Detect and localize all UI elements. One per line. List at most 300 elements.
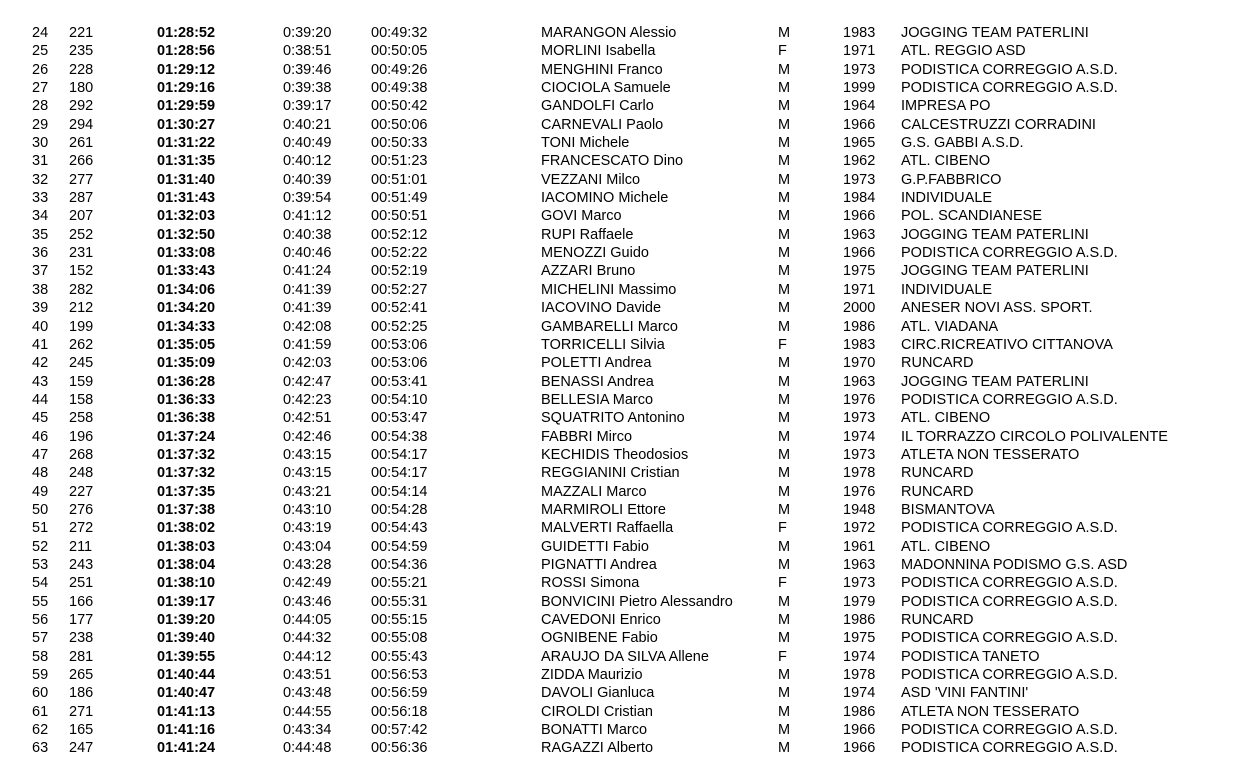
- bib-number-cell: 281: [69, 648, 94, 665]
- finish-time-cell: 01:31:43: [157, 190, 216, 207]
- finish-time-cell: 01:37:35: [157, 483, 216, 500]
- split-one-cell: 0:40:38: [283, 226, 332, 243]
- athlete-name-cell: FRANCESCATO Dino: [541, 153, 684, 170]
- sex-cell: M: [778, 25, 791, 41]
- split-one-cell: 0:42:03: [283, 355, 332, 372]
- club-cell: ATL. REGGIO ASD: [901, 43, 1026, 60]
- position-cell: 34: [32, 208, 49, 225]
- finish-time-cell: 01:33:43: [157, 263, 216, 280]
- birth-year-cell: 1975: [843, 630, 876, 647]
- athlete-name-cell: RUPI Raffaele: [541, 226, 634, 243]
- athlete-name-cell: POLETTI Andrea: [541, 355, 652, 372]
- bib-number-cell: 227: [69, 483, 94, 500]
- club-cell: RUNCARD: [901, 612, 974, 628]
- position-cell: 53: [32, 556, 49, 573]
- split-two-cell: 00:54:36: [371, 556, 428, 573]
- bib-number-cell: 248: [69, 465, 94, 482]
- split-two-cell: 00:55:15: [371, 612, 428, 628]
- birth-year-cell: 1961: [843, 538, 876, 555]
- club-cell: PODISTICA CORREGGIO A.S.D.: [901, 80, 1118, 97]
- bib-number-cell: 252: [69, 226, 94, 243]
- split-two-cell: 00:51:01: [371, 171, 428, 188]
- bib-number-cell: 287: [69, 190, 94, 207]
- result-row: [0, 24, 1250, 42]
- position-cell: 54: [32, 575, 49, 592]
- result-row: [0, 244, 1250, 262]
- result-row: [0, 152, 1250, 170]
- split-two-cell: 00:56:59: [371, 685, 428, 702]
- split-one-cell: 0:41:24: [283, 263, 332, 280]
- result-row: [0, 593, 1250, 611]
- club-cell: PODISTICA CORREGGIO A.S.D.: [901, 391, 1118, 408]
- birth-year-cell: 1999: [843, 80, 876, 97]
- bib-number-cell: 199: [69, 318, 94, 335]
- position-cell: 62: [32, 722, 49, 739]
- birth-year-cell: 1983: [843, 25, 876, 41]
- split-one-cell: 0:43:46: [283, 593, 332, 610]
- bib-number-cell: 272: [69, 520, 94, 537]
- athlete-name-cell: MAZZALI Marco: [541, 483, 647, 500]
- birth-year-cell: 1984: [843, 190, 876, 207]
- split-one-cell: 0:38:51: [283, 43, 332, 60]
- birth-year-cell: 2000: [843, 300, 876, 317]
- position-cell: 41: [32, 336, 49, 353]
- split-one-cell: 0:39:20: [283, 25, 332, 41]
- split-two-cell: 00:52:19: [371, 263, 428, 280]
- sex-cell: M: [778, 667, 791, 684]
- split-two-cell: 00:56:36: [371, 740, 428, 757]
- split-two-cell: 00:54:10: [371, 391, 428, 408]
- athlete-name-cell: CIROLDI Cristian: [541, 703, 653, 720]
- finish-time-cell: 01:40:47: [157, 685, 216, 702]
- bib-number-cell: 212: [69, 300, 94, 317]
- result-row: [0, 318, 1250, 336]
- finish-time-cell: 01:37:24: [157, 428, 216, 445]
- result-row: [0, 42, 1250, 60]
- split-two-cell: 00:56:53: [371, 667, 428, 684]
- sex-cell: M: [778, 355, 791, 372]
- birth-year-cell: 1978: [843, 465, 876, 482]
- result-row: [0, 501, 1250, 519]
- club-cell: ANESER NOVI ASS. SPORT.: [901, 300, 1093, 317]
- athlete-name-cell: MORLINI Isabella: [541, 43, 656, 60]
- split-one-cell: 0:40:49: [283, 135, 332, 152]
- bib-number-cell: 166: [69, 593, 94, 610]
- split-one-cell: 0:40:39: [283, 171, 332, 188]
- birth-year-cell: 1966: [843, 740, 876, 757]
- athlete-name-cell: MICHELINI Massimo: [541, 281, 677, 298]
- split-one-cell: 0:44:55: [283, 703, 332, 720]
- split-two-cell: 00:54:59: [371, 538, 428, 555]
- birth-year-cell: 1979: [843, 593, 876, 610]
- sex-cell: M: [778, 538, 791, 555]
- split-two-cell: 00:51:49: [371, 190, 428, 207]
- birth-year-cell: 1973: [843, 446, 876, 463]
- birth-year-cell: 1973: [843, 171, 876, 188]
- position-cell: 52: [32, 538, 49, 555]
- result-row: [0, 207, 1250, 225]
- result-row: [0, 134, 1250, 152]
- result-row: [0, 629, 1250, 647]
- split-two-cell: 00:49:26: [371, 61, 428, 78]
- club-cell: JOGGING TEAM PATERLINI: [901, 25, 1089, 41]
- sex-cell: M: [778, 208, 791, 225]
- split-two-cell: 00:54:28: [371, 501, 428, 518]
- result-row: [0, 666, 1250, 684]
- club-cell: PODISTICA CORREGGIO A.S.D.: [901, 61, 1118, 78]
- split-two-cell: 00:53:47: [371, 410, 428, 427]
- birth-year-cell: 1986: [843, 318, 876, 335]
- result-row: [0, 611, 1250, 629]
- result-row: [0, 354, 1250, 372]
- finish-time-cell: 01:31:35: [157, 153, 216, 170]
- bib-number-cell: 245: [69, 355, 94, 372]
- result-row: [0, 226, 1250, 244]
- finish-time-cell: 01:29:59: [157, 98, 216, 115]
- sex-cell: M: [778, 318, 791, 335]
- sex-cell: M: [778, 483, 791, 500]
- sex-cell: M: [778, 428, 791, 445]
- birth-year-cell: 1973: [843, 575, 876, 592]
- club-cell: POL. SCANDIANESE: [901, 208, 1043, 225]
- club-cell: JOGGING TEAM PATERLINI: [901, 263, 1089, 280]
- split-two-cell: 00:54:38: [371, 428, 428, 445]
- finish-time-cell: 01:38:10: [157, 575, 216, 592]
- club-cell: ATLETA NON TESSERATO: [901, 703, 1080, 720]
- athlete-name-cell: BONATTI Marco: [541, 722, 648, 739]
- bib-number-cell: 207: [69, 208, 94, 225]
- athlete-name-cell: GANDOLFI Carlo: [541, 98, 654, 115]
- finish-time-cell: 01:29:12: [157, 61, 216, 78]
- split-one-cell: 0:39:46: [283, 61, 332, 78]
- bib-number-cell: 243: [69, 556, 94, 573]
- sex-cell: M: [778, 116, 791, 133]
- athlete-name-cell: REGGIANINI Cristian: [541, 465, 680, 482]
- bib-number-cell: 282: [69, 281, 94, 298]
- bib-number-cell: 268: [69, 446, 94, 463]
- sex-cell: F: [778, 575, 787, 592]
- club-cell: ASD 'VINI FANTINI': [901, 685, 1029, 702]
- club-cell: PODISTICA CORREGGIO A.S.D.: [901, 593, 1118, 610]
- birth-year-cell: 1973: [843, 61, 876, 78]
- bib-number-cell: 238: [69, 630, 94, 647]
- sex-cell: F: [778, 648, 787, 665]
- result-row: [0, 428, 1250, 446]
- finish-time-cell: 01:29:16: [157, 80, 216, 97]
- finish-time-cell: 01:37:32: [157, 465, 216, 482]
- bib-number-cell: 231: [69, 245, 94, 262]
- birth-year-cell: 1963: [843, 373, 876, 390]
- finish-time-cell: 01:39:17: [157, 593, 216, 610]
- club-cell: JOGGING TEAM PATERLINI: [901, 226, 1089, 243]
- birth-year-cell: 1964: [843, 98, 876, 115]
- position-cell: 40: [32, 318, 49, 335]
- athlete-name-cell: DAVOLI Gianluca: [541, 685, 655, 702]
- birth-year-cell: 1972: [843, 520, 876, 537]
- split-two-cell: 00:52:41: [371, 300, 428, 317]
- birth-year-cell: 1986: [843, 612, 876, 628]
- club-cell: ATL. VIADANA: [901, 318, 999, 335]
- finish-time-cell: 01:36:28: [157, 373, 216, 390]
- club-cell: ATL. CIBENO: [901, 538, 991, 555]
- bib-number-cell: 277: [69, 171, 94, 188]
- finish-time-cell: 01:31:40: [157, 171, 216, 188]
- athlete-name-cell: MARMIROLI Ettore: [541, 501, 666, 518]
- split-two-cell: 00:53:41: [371, 373, 428, 390]
- finish-time-cell: 01:41:13: [157, 703, 216, 720]
- split-one-cell: 0:43:21: [283, 483, 332, 500]
- bib-number-cell: 261: [69, 135, 94, 152]
- sex-cell: M: [778, 391, 791, 408]
- finish-time-cell: 01:34:06: [157, 281, 216, 298]
- bib-number-cell: 211: [69, 538, 93, 555]
- split-two-cell: 00:55:31: [371, 593, 428, 610]
- club-cell: CIRC.RICREATIVO CITTANOVA: [901, 336, 1113, 353]
- sex-cell: M: [778, 612, 791, 628]
- birth-year-cell: 1986: [843, 703, 876, 720]
- birth-year-cell: 1978: [843, 667, 876, 684]
- split-two-cell: 00:55:43: [371, 648, 428, 665]
- finish-time-cell: 01:40:44: [157, 667, 216, 684]
- club-cell: PODISTICA CORREGGIO A.S.D.: [901, 575, 1118, 592]
- sex-cell: M: [778, 703, 791, 720]
- bib-number-cell: 221: [69, 25, 94, 41]
- split-two-cell: 00:52:22: [371, 245, 428, 262]
- sex-cell: M: [778, 446, 791, 463]
- bib-number-cell: 271: [69, 703, 94, 720]
- split-two-cell: 00:54:17: [371, 446, 428, 463]
- bib-number-cell: 292: [69, 98, 94, 115]
- split-one-cell: 0:43:10: [283, 501, 332, 518]
- split-one-cell: 0:43:48: [283, 685, 332, 702]
- result-row: [0, 464, 1250, 482]
- club-cell: ATLETA NON TESSERATO: [901, 446, 1080, 463]
- club-cell: CALCESTRUZZI CORRADINI: [901, 116, 1096, 133]
- split-one-cell: 0:43:15: [283, 446, 332, 463]
- athlete-name-cell: BONVICINI Pietro Alessandro: [541, 593, 733, 610]
- position-cell: 42: [32, 355, 49, 372]
- finish-time-cell: 01:34:33: [157, 318, 216, 335]
- sex-cell: M: [778, 80, 791, 97]
- club-cell: MADONNINA PODISMO G.S. ASD: [901, 556, 1128, 573]
- birth-year-cell: 1966: [843, 116, 876, 133]
- sex-cell: M: [778, 190, 791, 207]
- athlete-name-cell: ARAUJO DA SILVA Allene: [541, 648, 709, 665]
- athlete-name-cell: MENGHINI Franco: [541, 61, 663, 78]
- position-cell: 39: [32, 300, 49, 317]
- athlete-name-cell: BELLESIA Marco: [541, 391, 654, 408]
- split-two-cell: 00:50:33: [371, 135, 428, 152]
- club-cell: PODISTICA CORREGGIO A.S.D.: [901, 740, 1118, 757]
- club-cell: INDIVIDUALE: [901, 190, 993, 207]
- club-cell: IMPRESA PO: [901, 98, 991, 115]
- split-one-cell: 0:42:46: [283, 428, 332, 445]
- split-two-cell: 00:56:18: [371, 703, 428, 720]
- split-one-cell: 0:39:38: [283, 80, 332, 97]
- split-one-cell: 0:42:51: [283, 410, 332, 427]
- sex-cell: M: [778, 300, 791, 317]
- sex-cell: M: [778, 263, 791, 280]
- club-cell: IL TORRAZZO CIRCOLO POLIVALENTE: [901, 428, 1168, 445]
- split-one-cell: 0:41:39: [283, 300, 332, 317]
- finish-time-cell: 01:36:38: [157, 410, 216, 427]
- split-one-cell: 0:42:08: [283, 318, 332, 335]
- finish-time-cell: 01:32:50: [157, 226, 216, 243]
- birth-year-cell: 1966: [843, 208, 876, 225]
- sex-cell: M: [778, 685, 791, 702]
- position-cell: 28: [32, 98, 49, 115]
- birth-year-cell: 1963: [843, 556, 876, 573]
- split-two-cell: 00:50:51: [371, 208, 428, 225]
- position-cell: 56: [32, 612, 49, 628]
- athlete-name-cell: IACOVINO Davide: [541, 300, 662, 317]
- split-two-cell: 00:54:14: [371, 483, 428, 500]
- birth-year-cell: 1976: [843, 483, 876, 500]
- split-one-cell: 0:41:59: [283, 336, 332, 353]
- club-cell: PODISTICA CORREGGIO A.S.D.: [901, 520, 1118, 537]
- position-cell: 63: [32, 740, 49, 757]
- split-two-cell: 00:52:27: [371, 281, 428, 298]
- split-one-cell: 0:41:39: [283, 281, 332, 298]
- bib-number-cell: 165: [69, 722, 94, 739]
- birth-year-cell: 1965: [843, 135, 876, 152]
- athlete-name-cell: AZZARI Bruno: [541, 263, 636, 280]
- athlete-name-cell: GOVI Marco: [541, 208, 622, 225]
- finish-time-cell: 01:28:56: [157, 43, 216, 60]
- result-row: [0, 409, 1250, 427]
- result-row: [0, 116, 1250, 134]
- split-one-cell: 0:43:34: [283, 722, 332, 739]
- position-cell: 55: [32, 593, 49, 610]
- birth-year-cell: 1963: [843, 226, 876, 243]
- sex-cell: M: [778, 556, 791, 573]
- finish-time-cell: 01:28:52: [157, 25, 216, 41]
- bib-number-cell: 266: [69, 153, 94, 170]
- athlete-name-cell: OGNIBENE Fabio: [541, 630, 658, 647]
- finish-time-cell: 01:30:27: [157, 116, 216, 133]
- result-row: [0, 61, 1250, 79]
- position-cell: 44: [32, 391, 49, 408]
- finish-time-cell: 01:38:04: [157, 556, 216, 573]
- finish-time-cell: 01:41:16: [157, 722, 216, 739]
- birth-year-cell: 1971: [843, 43, 876, 60]
- finish-time-cell: 01:39:40: [157, 630, 216, 647]
- club-cell: PODISTICA CORREGGIO A.S.D.: [901, 245, 1118, 262]
- split-two-cell: 00:49:38: [371, 80, 428, 97]
- position-cell: 51: [32, 520, 49, 537]
- athlete-name-cell: ZIDDA Maurizio: [541, 667, 643, 684]
- sex-cell: M: [778, 501, 791, 518]
- sex-cell: F: [778, 43, 787, 60]
- split-two-cell: 00:52:25: [371, 318, 428, 335]
- result-row: [0, 538, 1250, 556]
- birth-year-cell: 1966: [843, 722, 876, 739]
- birth-year-cell: 1983: [843, 336, 876, 353]
- position-cell: 58: [32, 648, 49, 665]
- position-cell: 27: [32, 80, 49, 97]
- position-cell: 59: [32, 667, 49, 684]
- club-cell: RUNCARD: [901, 355, 974, 372]
- result-row: [0, 446, 1250, 464]
- position-cell: 46: [32, 428, 49, 445]
- finish-time-cell: 01:35:05: [157, 336, 216, 353]
- club-cell: PODISTICA CORREGGIO A.S.D.: [901, 722, 1118, 739]
- club-cell: PODISTICA CORREGGIO A.S.D.: [901, 667, 1118, 684]
- split-one-cell: 0:43:15: [283, 465, 332, 482]
- result-row: [0, 648, 1250, 666]
- position-cell: 33: [32, 190, 49, 207]
- sex-cell: M: [778, 630, 791, 647]
- sex-cell: M: [778, 245, 791, 262]
- result-row: [0, 262, 1250, 280]
- result-row: [0, 684, 1250, 702]
- split-one-cell: 0:42:47: [283, 373, 332, 390]
- split-one-cell: 0:42:23: [283, 391, 332, 408]
- sex-cell: M: [778, 226, 791, 243]
- sex-cell: M: [778, 373, 791, 390]
- finish-time-cell: 01:39:55: [157, 648, 216, 665]
- split-two-cell: 00:50:05: [371, 43, 428, 60]
- sex-cell: M: [778, 98, 791, 115]
- bib-number-cell: 228: [69, 61, 94, 78]
- position-cell: 43: [32, 373, 49, 390]
- position-cell: 57: [32, 630, 49, 647]
- birth-year-cell: 1976: [843, 391, 876, 408]
- position-cell: 32: [32, 171, 49, 188]
- athlete-name-cell: BENASSI Andrea: [541, 373, 654, 390]
- position-cell: 38: [32, 281, 49, 298]
- athlete-name-cell: TORRICELLI Silvia: [541, 336, 665, 353]
- sex-cell: M: [778, 410, 791, 427]
- finish-time-cell: 01:31:22: [157, 135, 216, 152]
- bib-number-cell: 196: [69, 428, 94, 445]
- athlete-name-cell: MENOZZI Guido: [541, 245, 649, 262]
- athlete-name-cell: FABBRI Mirco: [541, 428, 633, 445]
- finish-time-cell: 01:34:20: [157, 300, 216, 317]
- bib-number-cell: 247: [69, 740, 94, 757]
- split-one-cell: 0:41:12: [283, 208, 332, 225]
- sex-cell: M: [778, 61, 791, 78]
- position-cell: 61: [32, 703, 49, 720]
- finish-time-cell: 01:35:09: [157, 355, 216, 372]
- sex-cell: M: [778, 135, 791, 152]
- split-two-cell: 00:57:42: [371, 722, 428, 739]
- position-cell: 60: [32, 685, 49, 702]
- split-two-cell: 00:51:23: [371, 153, 428, 170]
- sex-cell: M: [778, 281, 791, 298]
- split-two-cell: 00:53:06: [371, 355, 428, 372]
- split-two-cell: 00:50:42: [371, 98, 428, 115]
- finish-time-cell: 01:38:02: [157, 520, 216, 537]
- athlete-name-cell: GAMBARELLI Marco: [541, 318, 678, 335]
- position-cell: 25: [32, 43, 49, 60]
- split-two-cell: 00:55:08: [371, 630, 428, 647]
- split-one-cell: 0:39:17: [283, 98, 332, 115]
- result-row: [0, 739, 1250, 757]
- birth-year-cell: 1974: [843, 428, 876, 445]
- athlete-name-cell: MALVERTI Raffaella: [541, 520, 674, 537]
- split-one-cell: 0:43:28: [283, 556, 332, 573]
- bib-number-cell: 186: [69, 685, 94, 702]
- bib-number-cell: 265: [69, 667, 94, 684]
- split-one-cell: 0:42:49: [283, 575, 332, 592]
- split-one-cell: 0:44:32: [283, 630, 332, 647]
- split-one-cell: 0:44:12: [283, 648, 332, 665]
- bib-number-cell: 235: [69, 43, 94, 60]
- athlete-name-cell: CIOCIOLA Samuele: [541, 80, 671, 97]
- athlete-name-cell: ROSSI Simona: [541, 575, 640, 592]
- sex-cell: F: [778, 520, 787, 537]
